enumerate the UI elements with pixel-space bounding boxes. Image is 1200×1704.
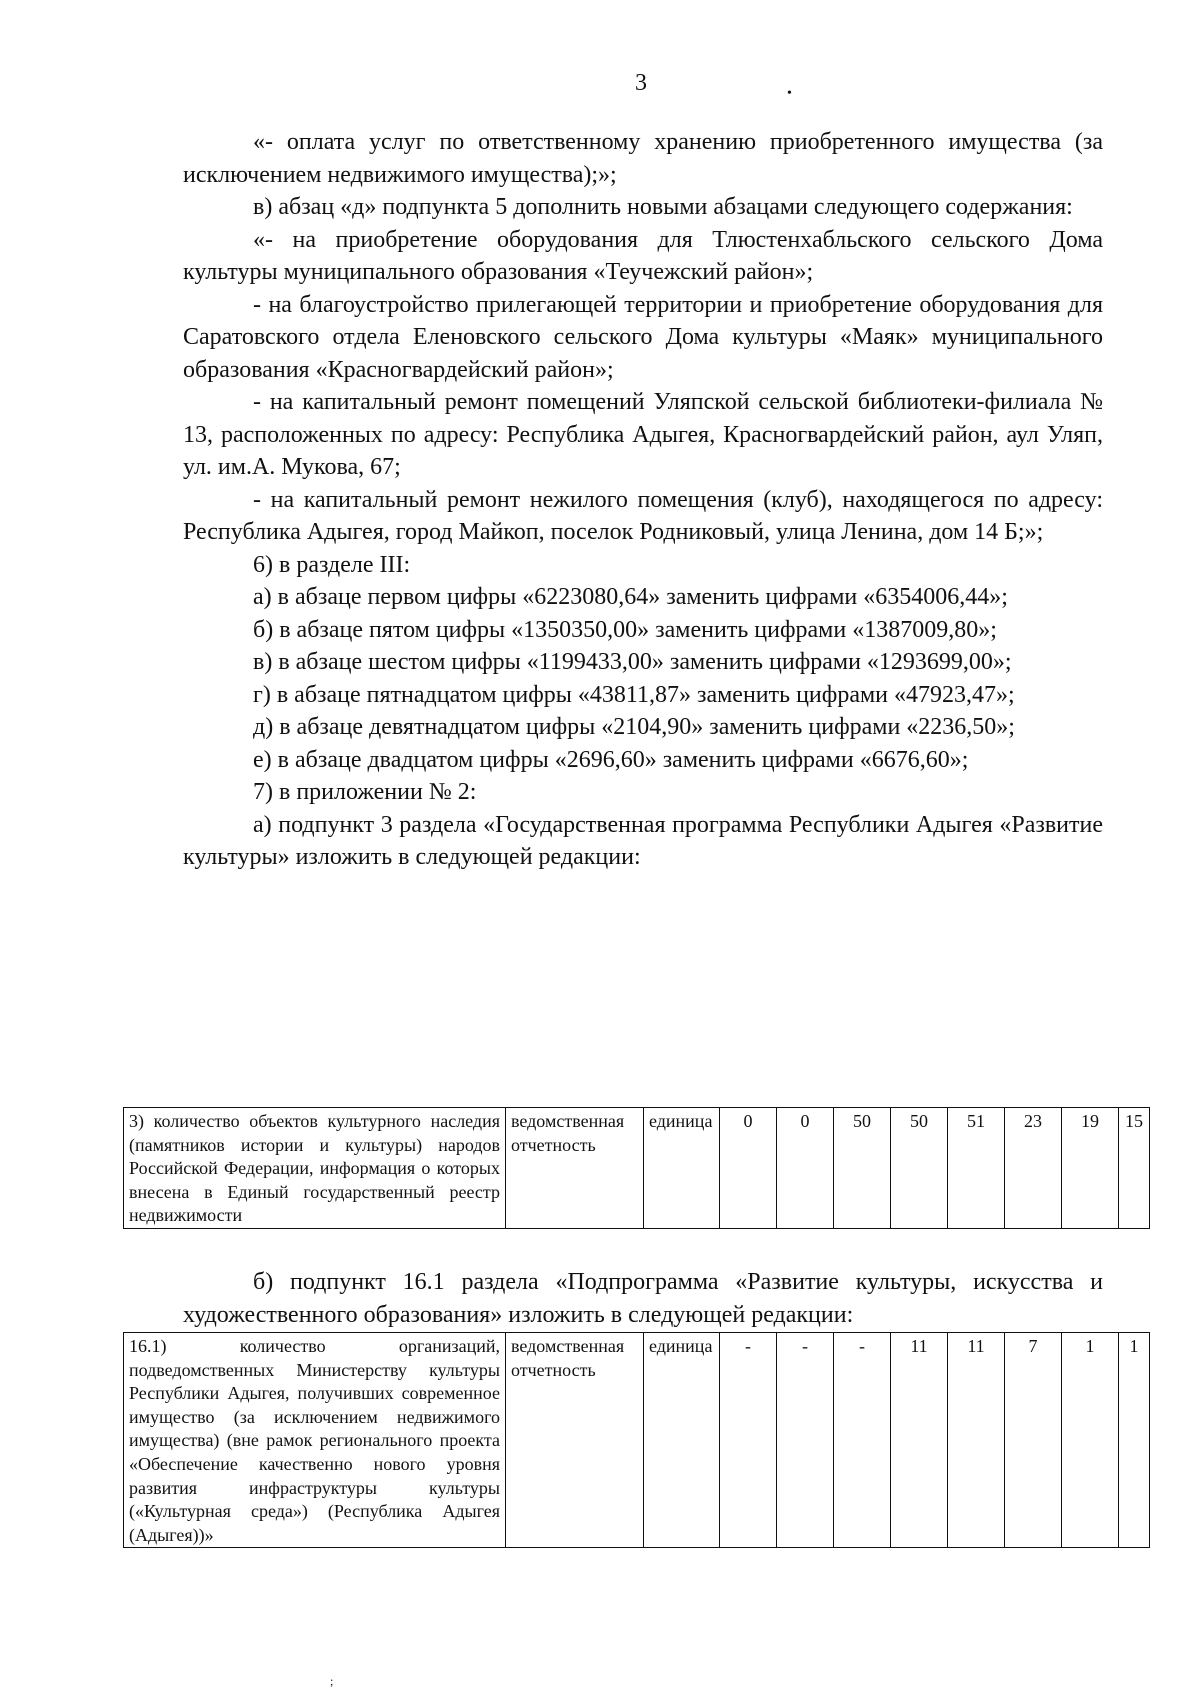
indicator-value: 7 [1005,1333,1062,1548]
paragraph: д) в абзаце девятнадцатом цифры «2104,90» заменить цифрами «2236,50»; [253,714,1015,740]
indicator-value: 1 [1119,1333,1150,1548]
paragraph: в) в абзаце шестом цифры «1199433,00» заменить цифрами «1293699,00»; [253,649,1012,675]
indicator-unit: единица [644,1333,720,1548]
indicator-unit: единица [644,1108,720,1229]
indicator-value: 50 [891,1108,948,1229]
indicator-source: ведомственная отчетность [506,1333,644,1548]
document-body [183,126,1103,874]
indicator-value: 51 [948,1108,1005,1229]
indicator-source: ведомственная отчетность [506,1108,644,1229]
paragraph: б) в абзаце пятом цифры «1350350,00» заменить цифрами «1387009,80»; [253,616,997,643]
document-body-continued [183,1266,1103,1331]
table-row [124,1108,1150,1229]
indicator-table-organizations [123,1332,1150,1548]
indicator-value: 11 [891,1333,948,1548]
indicator-value: 0 [777,1108,834,1229]
paragraph: «- на приобретение оборудования для Тлюстенхабльского сельского Дома культуры муниципального образования «Теучежский район»; [183,226,1103,285]
indicator-description: 16.1) количество организаций, подведомственных Министерству культуры Республики Адыгея, получивших современное имущество (за исключением недвижимого имущества) (вне рамок регионального проекта «Обеспечение качественно нового уровня развития инфраструктуры культуры («Культурная среда») (Республика Адыгея (Адыгея))» [124,1333,506,1548]
paragraph: б) подпункт 16.1 раздела «Подпрограмма «Развитие культуры, искусства и художественного образования» изложить в следующей редакции: [183,1269,1103,1328]
paragraph: - на капитальный ремонт помещений Уляпской сельской библиотеки-филиала № 13, расположенных по адресу: Республика Адыгея, Красногвардейский район, аул Уляп, ул. им.А. Мукова, 67; [183,389,1103,480]
paragraph: 7) в приложении № 2: [253,779,477,805]
paragraph: 6) в разделе III: [253,551,411,578]
indicator-value: 23 [1005,1108,1062,1229]
paragraph: а) в абзаце первом цифры «6223080,64» заменить цифрами «6354006,44»; [253,584,1008,610]
table-row [124,1333,1150,1548]
indicator-value: - [720,1333,777,1548]
indicator-value: 19 [1062,1108,1119,1229]
scan-mark: • [787,86,792,101]
indicator-value: 11 [948,1333,1005,1548]
page-number: 3 [635,70,647,96]
indicator-value: 0 [720,1108,777,1229]
indicator-value: 1 [1062,1333,1119,1548]
paragraph: «- оплата услуг по ответственному хранению приобретенного имущества (за исключением недвижимого имущества);»; [183,129,1103,188]
paragraph: е) в абзаце двадцатом цифры «2696,60» заменить цифрами «6676,60»; [253,746,969,773]
indicator-value: - [834,1333,891,1548]
indicator-value: 50 [834,1108,891,1229]
paragraph: - на капитальный ремонт нежилого помещения (клуб), находящегося по адресу: Республика Адыгея, город Майкоп, поселок Родниковый, улица Ленина, дом 14 Б;»; [183,486,1103,545]
indicator-value: - [777,1333,834,1548]
paragraph: г) в абзаце пятнадцатом цифры «43811,87» заменить цифрами «47923,47»; [253,681,1015,708]
paragraph: - на благоустройство прилегающей территории и приобретение оборудования для Саратовского отдела Еленовского сельского Дома культуры «Маяк» муниципального образования «Красногвардейский район»; [183,291,1103,383]
indicator-description: 3) количество объектов культурного наследия (памятников истории и культуры) народов Российской Федерации, информация о которых внесена в Единый государственный реестр недвижимости [124,1108,506,1229]
indicator-table-culture-objects [123,1107,1150,1229]
scan-mark-bottom: ; [330,1674,334,1688]
paragraph: в) абзац «д» подпункта 5 дополнить новыми абзацами следующего содержания: [253,194,1073,220]
indicator-value: 15 [1119,1108,1150,1229]
paragraph: а) подпункт 3 раздела «Государственная программа Республики Адыгея «Развитие культуры» изложить в следующей редакции: [183,811,1103,870]
